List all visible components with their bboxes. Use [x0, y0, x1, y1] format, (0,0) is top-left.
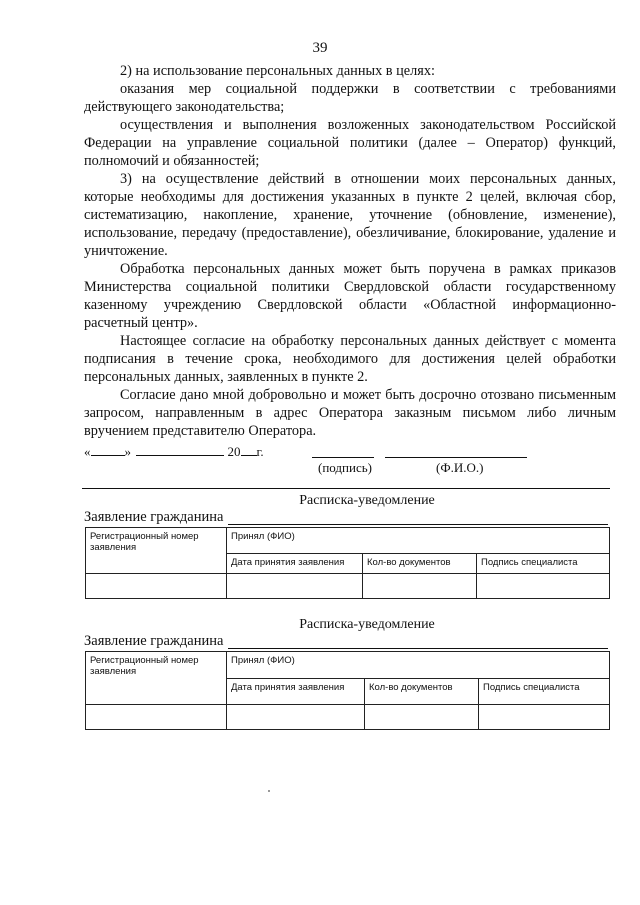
cut-line — [82, 488, 610, 489]
reg-number-cell[interactable] — [86, 705, 227, 730]
specialist-signature-cell[interactable] — [479, 705, 610, 730]
paragraph: 2) на использование персональных данных в целях: — [120, 63, 435, 79]
date-header: Дата принятия заявления — [227, 679, 365, 705]
date-cell[interactable] — [227, 574, 363, 599]
specialist-signature-cell[interactable] — [477, 574, 610, 599]
receipt-table — [85, 527, 610, 599]
statement-label: Заявление гражданина — [84, 633, 224, 649]
docs-count-header: Кол-во документов — [363, 554, 477, 574]
consent-text — [84, 62, 616, 440]
receipt-title: Расписка-уведомление — [299, 617, 435, 632]
date-open-quote: « — [84, 444, 91, 459]
paragraph: Обработка персональных данных может быть поручена в рамках приказов Министерства социальной политики Свердловской области государственному казенному учреждению Свердловской области «Областной информационно-расчетный центр». — [84, 261, 616, 331]
paragraph: Настоящее согласие на обработку персональных данных действует с момента подписания в течение срока, необходимого для достижения целей обработки персональных данных, заявленных в пункте 2. — [84, 333, 616, 385]
date-line — [84, 444, 264, 460]
paragraph: Согласие дано мной добровольно и может быть досрочно отозвано письменным запросом, направленным в адрес Оператора заказным письмом либо личным вручением представителю Оператора. — [84, 387, 616, 439]
receipt-table — [85, 651, 610, 730]
fio-caption: (Ф.И.О.) — [436, 460, 484, 475]
statement-blank[interactable] — [228, 648, 608, 649]
year-blank[interactable] — [241, 444, 257, 456]
docs-count-cell[interactable] — [363, 574, 477, 599]
accepted-header: Принял (ФИО) — [227, 652, 610, 679]
fio-blank[interactable] — [385, 457, 527, 458]
scan-speck — [268, 790, 270, 792]
month-blank[interactable] — [136, 444, 224, 456]
year-prefix: 20 — [227, 444, 241, 459]
specialist-signature-header: Подпись специалиста — [477, 554, 610, 574]
accepted-header: Принял (ФИО) — [227, 528, 610, 554]
docs-count-cell[interactable] — [365, 705, 479, 730]
day-blank[interactable] — [91, 444, 125, 456]
signature-blank[interactable] — [312, 457, 374, 458]
signature-caption: (подпись) — [318, 460, 372, 475]
date-cell[interactable] — [227, 705, 365, 730]
paragraph: 3) на осуществление действий в отношении моих персональных данных, которые необходимы для достижения указанных в пункте 2 целей, включая сбор, систематизацию, накопление, хранение, уточнение (обновление, изменение), использование, передачу (предоставление), обезличивание, блокирование, удаление и уничтожение. — [84, 171, 616, 259]
year-suffix: г. — [256, 444, 264, 459]
reg-number-header: Регистрационный номер заявления — [86, 652, 227, 705]
docs-count-header: Кол-во документов — [365, 679, 479, 705]
statement-blank[interactable] — [228, 524, 608, 525]
statement-label: Заявление гражданина — [84, 509, 224, 525]
specialist-signature-header: Подпись специалиста — [479, 679, 610, 705]
reg-number-header: Регистрационный номер заявления — [86, 528, 227, 574]
date-header: Дата принятия заявления — [227, 554, 363, 574]
page-number: 39 — [312, 40, 328, 56]
date-close-quote: » — [124, 444, 131, 459]
reg-number-cell[interactable] — [86, 574, 227, 599]
paragraph: оказания мер социальной поддержки в соответствии с требованиями действующего законодательства; — [84, 81, 616, 115]
paragraph: осуществления и выполнения возложенных законодательством Российской Федерации на управление социальной политики (далее – Оператор) функций, полномочий и обязанностей; — [84, 117, 616, 169]
receipt-title: Расписка-уведомление — [299, 493, 435, 508]
